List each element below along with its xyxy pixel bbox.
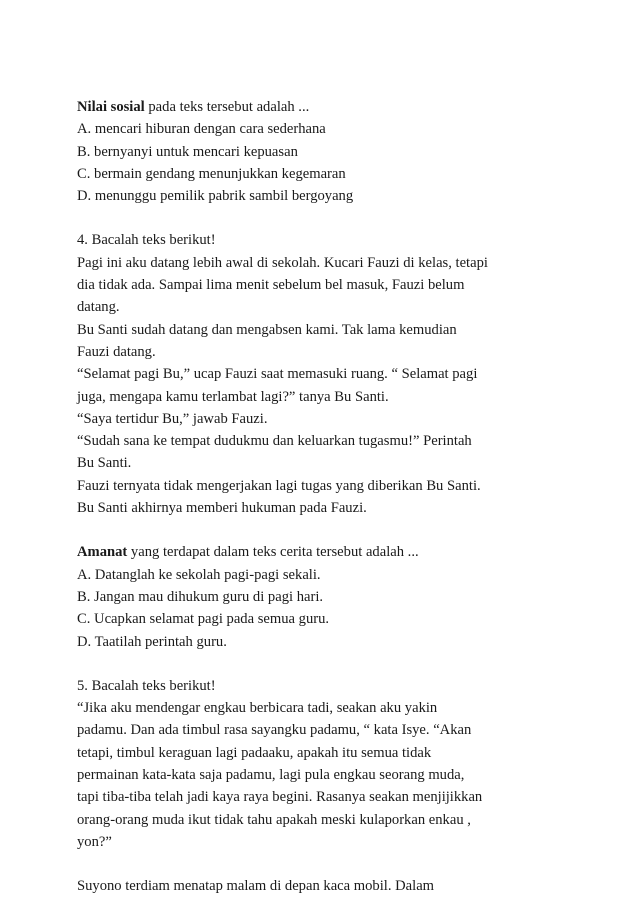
- q4-passage-line: dia tidak ada. Sampai lima menit sebelum bel masuk, Fauzi belum: [77, 277, 465, 294]
- spacer: [77, 653, 577, 675]
- q4-passage-line: Bu Santi.: [77, 455, 132, 472]
- q5-passage-line: yon?”: [77, 833, 112, 850]
- document-body: [77, 96, 577, 898]
- q4-passage-line: Fauzi ternyata tidak mengerjakan lagi tugas yang diberikan Bu Santi.: [77, 477, 481, 494]
- q4-option-c: C. Ucapkan selamat pagi pada semua guru.: [77, 611, 330, 628]
- spacer: [77, 519, 577, 541]
- q3-option-b: B. bernyanyi untuk mencari kepuasan: [77, 143, 298, 160]
- q5-passage-line: padamu. Dan ada timbul rasa sayangku padamu, “ kata Isye. “Akan: [77, 722, 472, 739]
- q5-heading: 5. Bacalah teks berikut!: [77, 677, 216, 694]
- q4-passage-line: juga, mengapa kamu terlambat lagi?” tanya Bu Santi.: [77, 388, 389, 405]
- q3-stem-text: pada teks tersebut adalah ...: [144, 99, 310, 115]
- spacer: [77, 207, 577, 229]
- q4-option-d: D. Taatilah perintah guru.: [77, 633, 227, 650]
- q4-heading: 4. Bacalah teks berikut!: [77, 232, 216, 249]
- q4-stem-text: yang terdapat dalam teks cerita tersebut adalah ...: [127, 544, 419, 561]
- spacer: [77, 853, 577, 875]
- q4-option-b: B. Jangan mau dihukum guru di pagi hari.: [77, 588, 324, 605]
- q4-passage-line: Bu Santi akhirnya memberi hukuman pada Fauzi.: [77, 500, 367, 517]
- q5-passage-line: permainan kata-kata saja padamu, lagi pula engkau seorang muda,: [77, 767, 465, 784]
- q4-passage-line: “Saya tertidur Bu,” jawab Fauzi.: [77, 410, 268, 427]
- q4-stem: [77, 541, 577, 563]
- q3-stem: [77, 96, 577, 118]
- q4-passage-line: Pagi ini aku datang lebih awal di sekolah. Kucari Fauzi di kelas, tetapi: [77, 254, 488, 271]
- q5-passage-line: tetapi, timbul keraguan lagi padaaku, apakah itu semua tidak: [77, 744, 432, 761]
- q4-stem-bold: Amanat: [77, 544, 128, 561]
- q5-passage-line: “Jika aku mendengar engkau berbicara tadi, seakan aku yakin: [77, 700, 438, 717]
- q3-stem-bold: Nilai sosial: [77, 99, 145, 115]
- q5-continuation: Suyono terdiam menatap malam di depan kaca mobil. Dalam: [77, 878, 435, 895]
- q4-passage-line: datang.: [77, 299, 120, 316]
- q4-passage-line: “Sudah sana ke tempat dudukmu dan keluarkan tugasmu!” Perintah: [77, 433, 472, 450]
- q4-passage-line: Fauzi datang.: [77, 343, 156, 360]
- q3-option-c: C. bermain gendang menunjukkan kegemaran: [77, 165, 346, 182]
- q3-option-a: A. mencari hiburan dengan cara sederhana: [77, 121, 326, 138]
- q3-option-d: D. menunggu pemilik pabrik sambil bergoyang: [77, 188, 354, 205]
- q5-passage-line: orang-orang muda ikut tidak tahu apakah meski kulaporkan enkau ,: [77, 811, 471, 828]
- q5-passage-line: tapi tiba-tiba telah jadi kaya raya begini. Rasanya seakan menjijikkan: [77, 789, 483, 806]
- q4-passage-line: Bu Santi sudah datang dan mengabsen kami. Tak lama kemudian: [77, 321, 457, 338]
- q4-passage-line: “Selamat pagi Bu,” ucap Fauzi saat memasuki ruang. “ Selamat pagi: [77, 366, 478, 383]
- q4-option-a: A. Datanglah ke sekolah pagi-pagi sekali.: [77, 566, 321, 583]
